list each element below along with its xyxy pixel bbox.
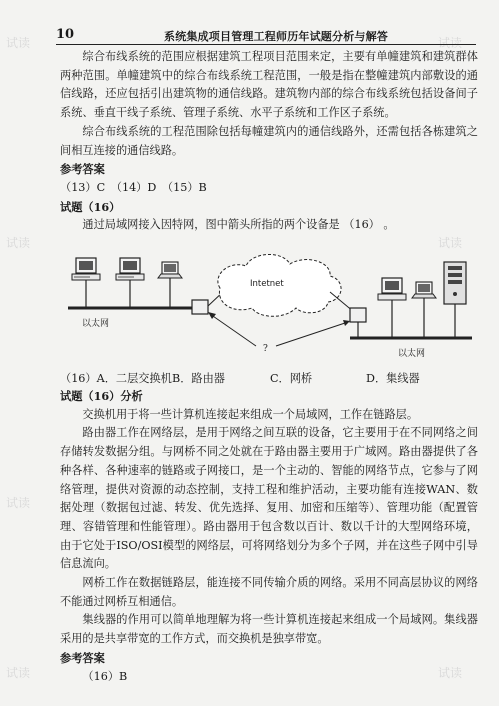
right-network-device bbox=[350, 308, 366, 322]
laptop-icon bbox=[158, 262, 182, 278]
arrow-icon bbox=[276, 320, 350, 346]
network-diagram bbox=[60, 250, 480, 370]
question-heading: 试题（16） bbox=[60, 199, 121, 214]
intro-paragraph-2: 综合布线系统的工程范围除包括每幢建筑内的通信线路外，还需包括各栋建筑之间相互连接的通信线路。 bbox=[60, 124, 478, 157]
option-c: C．网桥 bbox=[270, 372, 313, 385]
laptop-icon bbox=[412, 282, 436, 298]
option-a: （16）A．二层交换机 bbox=[60, 372, 172, 385]
left-network-device bbox=[192, 300, 208, 314]
answer-options bbox=[60, 370, 478, 389]
watermark: 试读 bbox=[6, 36, 31, 50]
main-content bbox=[60, 48, 478, 235]
page-number: 10 bbox=[56, 27, 75, 42]
computer-icon bbox=[72, 258, 100, 280]
option-d: D．集线器 bbox=[366, 372, 420, 385]
answer-value: （13）C （14）D （15）B bbox=[60, 180, 207, 194]
analysis-section bbox=[60, 387, 478, 686]
server-icon bbox=[444, 262, 466, 304]
watermark: 试读 bbox=[438, 236, 463, 250]
arrow-icon bbox=[208, 312, 256, 346]
option-b: B．路由器 bbox=[172, 372, 225, 385]
question-mark-label: ? bbox=[263, 344, 268, 354]
analysis-heading: 试题（16）分析 bbox=[60, 389, 143, 403]
intro-paragraph-1: 综合布线系统的范围应根据建筑工程项目范围来定，主要有单幢建筑和建筑群体两种范围。单幢建筑中的综合布线系统工程范围，一般是指在整幢建筑内部敷设的通信线路，还应包括引出建筑物的通信线路。建筑物内部的综合布线系统包括设备间子系统、垂直干线子系统、管理子系统、水平子系统和工作区子系统。 bbox=[60, 50, 478, 120]
watermark: 试读 bbox=[6, 236, 31, 250]
analysis-paragraph-1: 交换机用于将一些计算机连接起来组成一个局域网，工作在链路层。 bbox=[82, 407, 419, 421]
right-ethernet-label: 以太网 bbox=[398, 349, 426, 359]
answer2-heading: 参考答案 bbox=[60, 650, 105, 665]
analysis-paragraph-3: 网桥工作在数据链路层，能连接不同传输介质的网络。采用不同高层协议的网络不能通过网桥互相通信。 bbox=[60, 576, 478, 608]
page-header bbox=[56, 26, 476, 45]
left-ethernet-label: 以太网 bbox=[82, 319, 110, 329]
answer2-value: （16）B bbox=[82, 669, 128, 683]
computer-icon bbox=[378, 278, 406, 300]
analysis-paragraph-2: 路由器工作在网络层，是用于网络之间互联的设备，它主要用于在不同网络之间存储转发数据分组。与网桥不同之处就在于路由器主要用于广域网。路由器提供了各种各样、各种速率的链路或子网接口，是一个主动的、智能的网络节点，它参与了网络管理，提供对资源的动态控制，支持工程和维护活动，主要功能有连接WAN、数据处理（数据包过滤、转发、优先选择、复用、加密和压缩等）、管理功能（配置管理、容错管理和性能管理）。路由器用于包含数以百计、数以千计的大型网络环境，由于它处于ISO/OSI模型的网络层，可将网络划分为多个子网，并在这些子网中引导信息流向。 bbox=[60, 426, 478, 571]
watermark: 试读 bbox=[6, 666, 31, 680]
internet-label: Intetnet bbox=[250, 279, 284, 289]
analysis-paragraph-4: 集线器的作用可以简单地理解为将一些计算机连接起来组成一个局域网。集线器采用的是共享带宽的工作方式，而交换机是独享带宽。 bbox=[60, 613, 478, 646]
watermark: 试读 bbox=[6, 496, 31, 510]
book-title: 系统集成项目管理工程师历年试题分析与解答 bbox=[164, 30, 388, 43]
answer-heading: 参考答案 bbox=[60, 162, 105, 177]
question-text: 通过局域网接入因特网，图中箭头所指的两个设备是 （16） 。 bbox=[82, 218, 395, 232]
computer-icon bbox=[116, 258, 144, 280]
watermark: 试读 bbox=[438, 666, 463, 680]
watermark: 试读 bbox=[438, 36, 463, 50]
